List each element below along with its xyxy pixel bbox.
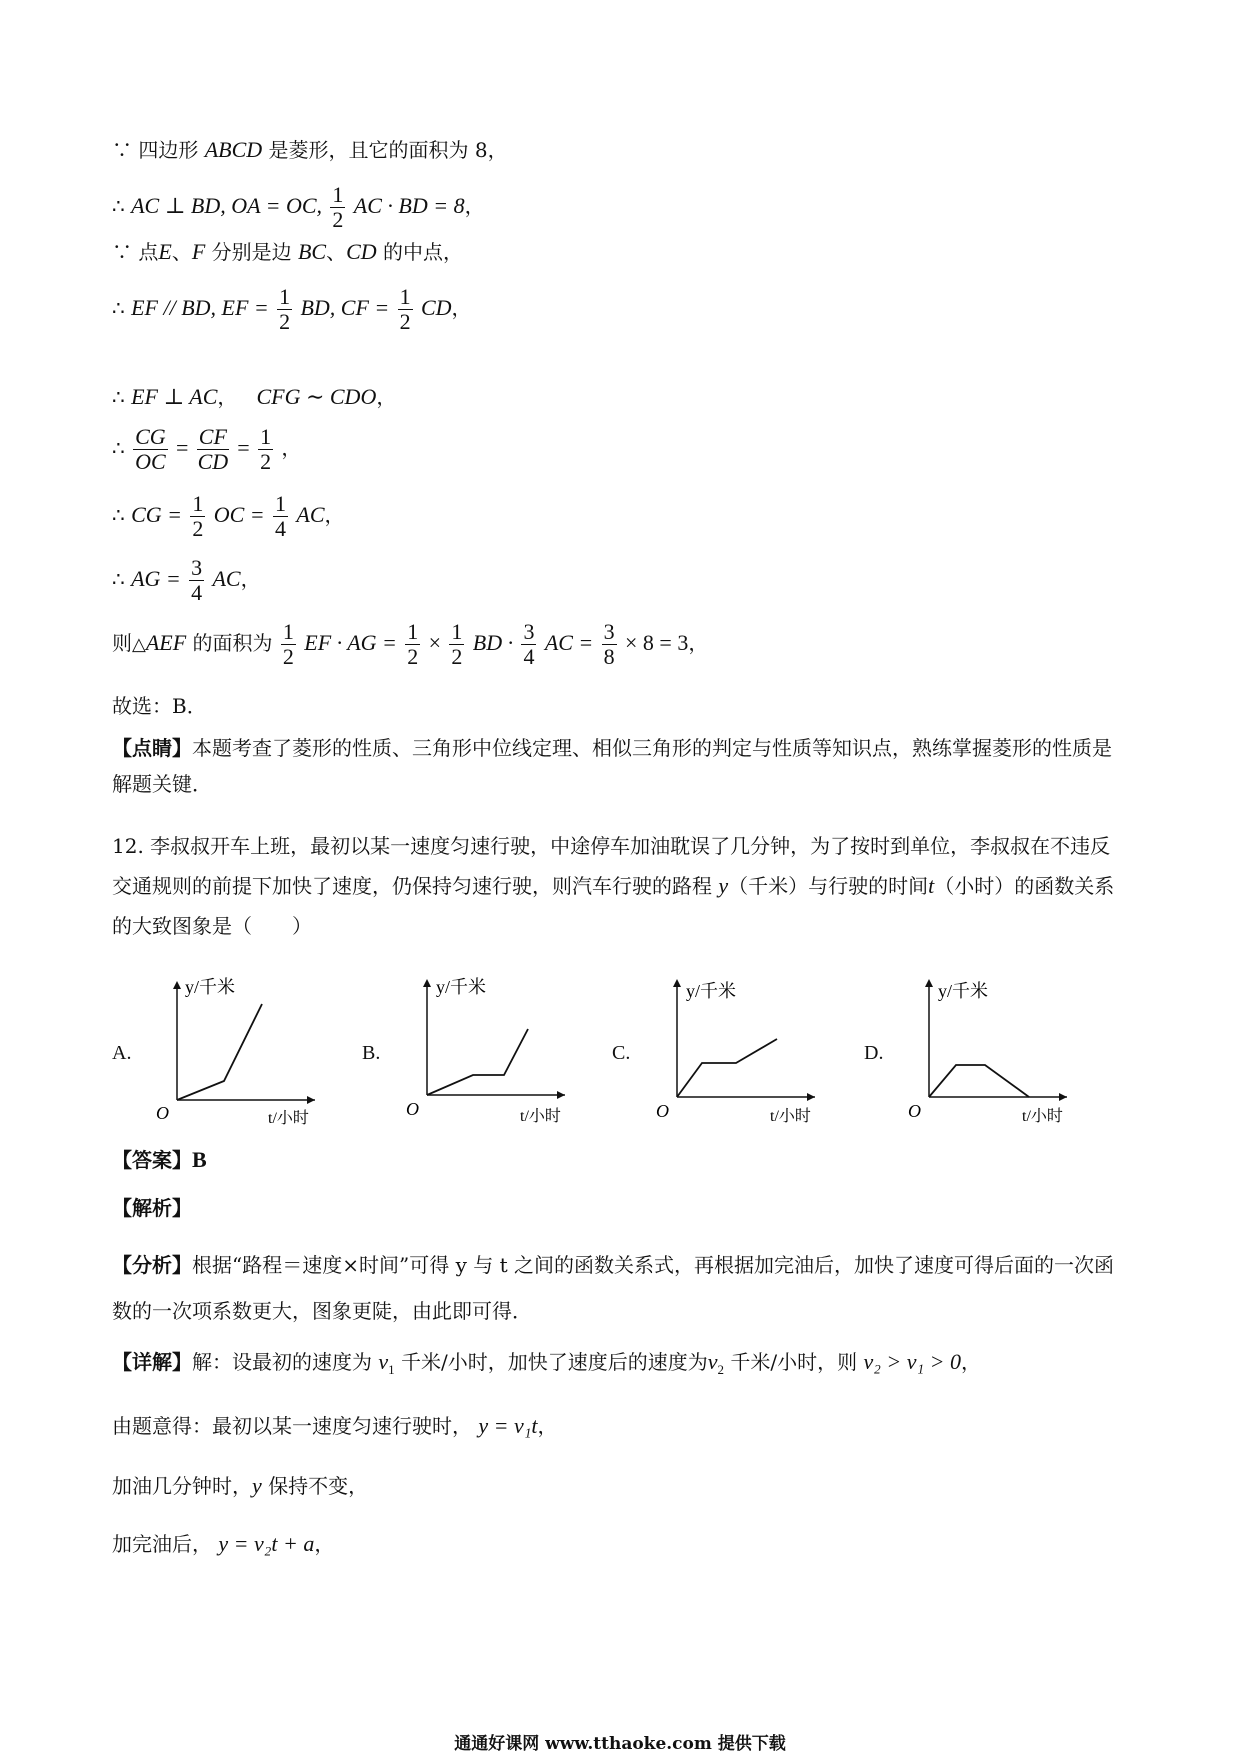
solution-line-3: ∵ 点E、F 分别是边 BC、CD 的中点，	[112, 239, 464, 264]
x-axis-label: t/小时	[268, 1110, 309, 1125]
triangle-icon: △	[132, 634, 146, 655]
x-axis-arrow-icon	[807, 1093, 815, 1101]
x-axis-label: t/小时	[1022, 1108, 1063, 1125]
graph-line	[929, 1065, 1029, 1097]
answer-tag: 【答案】	[112, 1148, 192, 1172]
solution-line-4: ∴ EF // BD, EF = $\frac{1}{2}$ BD, CF = $\frac{1}{2}$ CD，	[112, 284, 472, 334]
page-footer: 通通好课网 www.tthaoke.com 提供下载	[454, 1734, 786, 1754]
math-abcd: ABCD	[204, 137, 263, 162]
fraction: $\frac{1}{2}$	[192, 491, 204, 541]
graph-line	[677, 1039, 777, 1097]
fraction: $\frac{CF}{CD}$	[197, 424, 229, 474]
var-t: t	[928, 873, 935, 898]
solution-line-6: ∴ $\frac{CG}{OC}$ = $\frac{CF}{CD}$ = $\frac{1}{2}$ ，	[112, 424, 302, 474]
xiangjie-tag: 【详解】	[112, 1350, 192, 1374]
solution-line-1	[112, 138, 508, 162]
math: AC ⊥ BD, OA = OC,	[131, 193, 323, 218]
analysis-line-3: 加油几分钟时，y 保持不变，	[112, 1473, 369, 1498]
fenxi-text: 根据“路程＝速度×时间”可得 y 与 t 之间的函数关系式，再根据加完油后，加快了速度可得后面的一次函数的一次项系数更大，图象更陡，由此即可得．	[112, 1253, 1114, 1323]
fraction: $\frac{1}{2}$	[260, 424, 272, 474]
option-c-label[interactable]: C.	[612, 1042, 631, 1064]
solution-line-7: ∴ CG = $\frac{1}{2}$ OC = $\frac{1}{4}$ AC，	[112, 491, 345, 541]
x-axis-arrow-icon	[1059, 1093, 1067, 1101]
fraction: $\frac{1}{2}$	[407, 619, 419, 669]
math: AC · BD = 8	[353, 193, 465, 218]
analysis-line-2: 由题意得：最初以某一速度匀速行驶时， y = v₁t，	[112, 1413, 558, 1438]
y-axis-arrow-icon	[423, 979, 431, 987]
fraction: $\frac{3}{4}$	[191, 555, 203, 605]
option-d-graph[interactable]	[902, 975, 1082, 1125]
since-symbol: ∵	[112, 240, 132, 264]
text: 四边形	[138, 138, 199, 162]
option-b-label[interactable]: B.	[362, 1042, 381, 1064]
fraction: $\frac{1}{2}$	[282, 619, 294, 669]
dianjing-paragraph	[112, 730, 1128, 802]
analysis-tag: 【解析】	[112, 1196, 192, 1220]
fenxi-paragraph	[112, 1242, 1128, 1334]
y-axis-arrow-icon	[925, 979, 933, 987]
fraction: $\frac{3}{4}$	[523, 619, 535, 669]
solution-line-9: 则△AEF 的面积为 $\frac{1}{2}$ EF · AG = $\frac{1}{2}$ × $\frac{1}{2}$ BD · $\frac{3}{4}$ AC = $\frac{3}{8}$ × 8 = 3，	[112, 619, 709, 669]
option-d-label[interactable]: D.	[864, 1042, 884, 1064]
y-axis-label: y/千米	[185, 977, 236, 997]
fraction: $\frac{1}{4}$	[275, 491, 287, 541]
xiangjie-line: 【详解】解：设最初的速度为 $v_1$ 千米/小时，加快了速度后的速度为$v_2$ 千米/小时，则 v₂ > v₁ > 0，	[112, 1349, 981, 1377]
origin-label: O	[656, 1101, 669, 1121]
origin-label: O	[406, 1099, 419, 1119]
origin-label: O	[156, 1103, 169, 1123]
fraction: $\frac{3}{8}$	[603, 619, 615, 669]
fraction: $\frac{1}{2}$	[279, 284, 291, 334]
fraction: $\frac{1}{2}$	[332, 182, 344, 232]
x-axis-arrow-icon	[557, 1091, 565, 1099]
question-12: 12. 李叔叔开车上班，最初以某一速度匀速行驶，中途停车加油耽误了几分钟，为了按时到单位，李叔叔在不违反交通规则的前提下加快了速度，仍保持匀速行驶，则汽车行驶的路程 y（千米）与行驶的时间t（小时）的函数关系的大致图象是（ ）	[112, 834, 1115, 938]
text: 是菱形，且它的面积为 8，	[268, 138, 508, 162]
y-axis-arrow-icon	[673, 979, 681, 987]
inequality: v₂ > v₁ > 0	[863, 1349, 961, 1374]
solution-line-2: ∴ AC ⊥ BD, OA = OC, $\frac{1}{2}$ AC · BD = 8，	[112, 182, 485, 232]
fraction: $\frac{1}{2}$	[399, 284, 411, 334]
origin-label: O	[908, 1101, 921, 1121]
solution-conclusion: 故选：B．	[112, 694, 207, 718]
dianjing-tag: 【点睛】	[112, 736, 192, 760]
answer-line	[112, 1148, 207, 1172]
var-y: y	[718, 873, 729, 898]
dianjing-text: 本题考查了菱形的性质、三角形中位线定理、相似三角形的判定与性质等知识点，熟练掌握菱形的性质是解题关键．	[112, 736, 1112, 796]
analysis-tag-line	[112, 1196, 192, 1220]
therefore-symbol: ∴	[112, 194, 125, 218]
x-axis-label: t/小时	[770, 1108, 811, 1125]
graph-line	[427, 1029, 528, 1095]
y-axis-label: y/千米	[436, 977, 487, 997]
option-a-label[interactable]: A.	[112, 1042, 132, 1064]
solution-line-5: ∴ EF ⊥ AC， CFG ∼ CDO，	[112, 384, 397, 409]
option-c-graph[interactable]	[650, 975, 830, 1125]
solution-line-8: ∴ AG = $\frac{3}{4}$ AC，	[112, 555, 261, 605]
graph-line	[177, 1004, 262, 1100]
answer-value: B	[192, 1147, 207, 1172]
fraction: $\frac{1}{2}$	[451, 619, 463, 669]
option-b-graph[interactable]	[400, 975, 580, 1125]
analysis-line-4: 加完油后， y = v₂t + a，	[112, 1531, 335, 1556]
y-axis-label: y/千米	[938, 981, 989, 1001]
y-axis-label: y/千米	[686, 981, 737, 1001]
x-axis-arrow-icon	[307, 1096, 315, 1104]
fenxi-tag: 【分析】	[112, 1253, 192, 1277]
option-a-graph[interactable]	[150, 975, 330, 1125]
fraction: $\frac{CG}{OC}$	[135, 424, 166, 474]
x-axis-label: t/小时	[520, 1108, 561, 1125]
y-axis-arrow-icon	[173, 981, 181, 989]
question-text: 12. 李叔叔开车上班，最初以某一速度匀速行驶，中途停车加油耽误了几分钟，为了按时到单位，李叔叔在不违反交通规则的前提下加快了速度，仍保持匀速行驶，则汽车行驶的路程	[112, 834, 1111, 898]
since-symbol: ∵	[112, 138, 132, 162]
